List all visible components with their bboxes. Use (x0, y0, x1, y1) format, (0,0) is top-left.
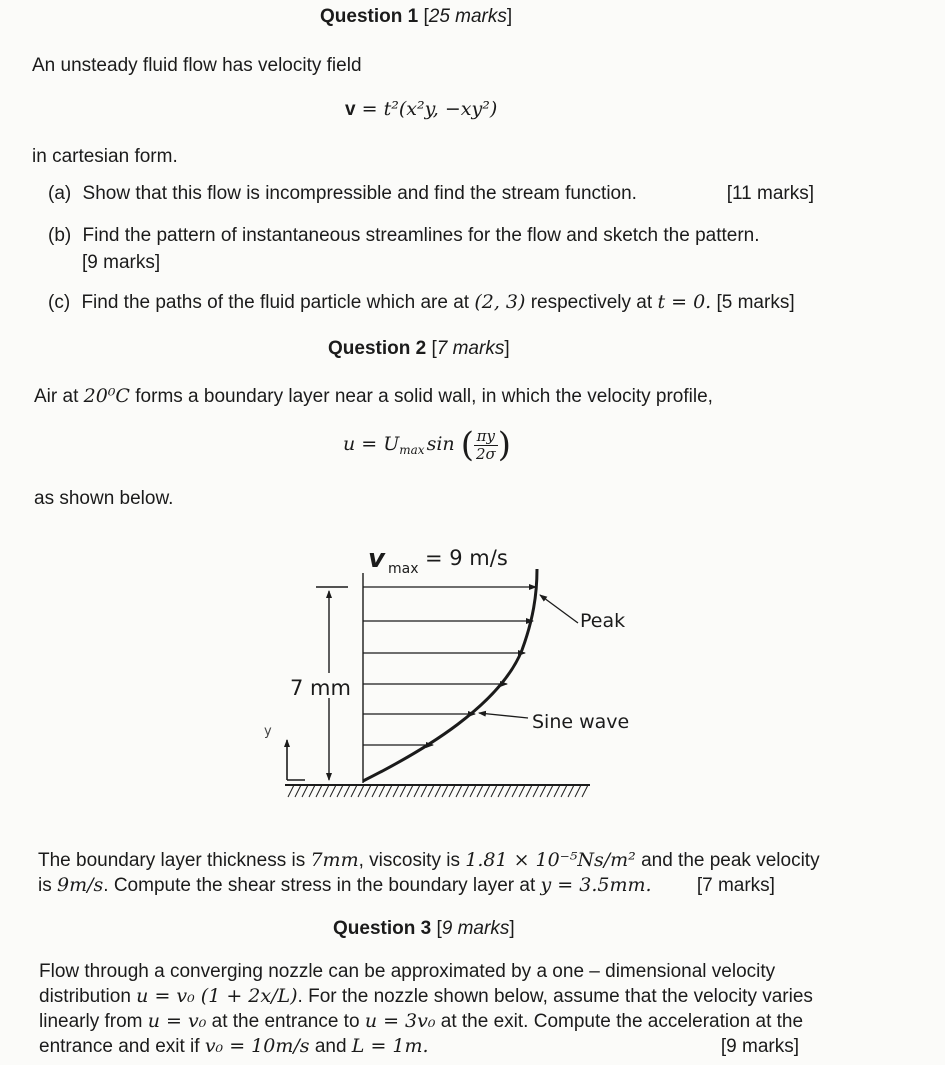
q2-peak-velocity: 9m/s (57, 874, 104, 896)
q3-line4-eq2: L = 1m. (351, 1035, 429, 1057)
vmax-subscript: max (388, 561, 419, 577)
q3-line3-a: linearly from (39, 1011, 143, 1032)
q2-equation: $u = U_{max}$ sin ( $\frac{\pi y}{2\sigma}$ ) (343, 425, 512, 465)
q1-part-b (48, 225, 760, 247)
q2-body-p1: The boundary layer thickness is (38, 850, 306, 871)
q2-shown-below: as shown below. (34, 488, 174, 509)
q1-part-a-text: Show that this flow is incompressible and find the stream function. (82, 183, 637, 204)
q1-part-c-marks: [5 marks] (716, 292, 795, 313)
q3-line3-eq1: u = v₀ (147, 1010, 207, 1032)
boundary-layer-diagram (250, 535, 650, 810)
vmax-symbol: v (368, 544, 385, 574)
q1-part-c-mid: respectively at (530, 292, 653, 313)
q1-part-a (48, 183, 814, 205)
q3-line4-a: entrance and exit if (39, 1036, 200, 1057)
q3-body (39, 959, 839, 1059)
q2-eq-sub: max (399, 443, 425, 457)
q2-title: Question 2 (328, 338, 427, 359)
vmax-value: = 9 m/s (425, 546, 508, 570)
q2-body-marks: [7 marks] (696, 875, 775, 896)
sine-pointer (479, 713, 528, 718)
q2-heading: Question 2 [7 marks] (328, 338, 510, 359)
q3-line4-eq1: v₀ = 10m/s (204, 1035, 310, 1057)
thickness-label: 7 mm (290, 676, 351, 700)
q1-part-c-label: (c) (48, 292, 71, 313)
q1-eq-rhs: t²(x²y, −xy²) (383, 98, 498, 120)
q3-line4-marks: [9 marks] (720, 1036, 799, 1057)
q2-y-value: y = 3.5mm. (540, 874, 652, 896)
q2-temperature: 20⁰C (83, 385, 130, 407)
q1-part-b-marks: [9 marks] (82, 252, 161, 273)
q2-body (38, 848, 828, 898)
q2-thickness: 7mm (310, 849, 359, 871)
q2-eq-lhs: u = U (343, 433, 400, 455)
q3-line1: Flow through a converging nozzle can be approximated by a one – dimensional velocity (39, 961, 776, 982)
q1-part-c (48, 291, 795, 314)
q3-marks: 9 marks (441, 918, 510, 939)
q3-line2-a: distribution (39, 986, 131, 1007)
q1-part-c-point: (2, 3) (474, 291, 526, 313)
q1-marks: 25 marks (428, 6, 507, 27)
q3-line2-b: . For the nozzle shown below, assume that the velocity varies (297, 986, 813, 1007)
q3-line3-eq2: u = 3v₀ (364, 1010, 436, 1032)
q2-eq-fraction (474, 428, 498, 463)
wall-hatching (288, 785, 588, 797)
q2-body-p5: . Compute the shear stress in the boundary layer at (103, 875, 536, 896)
q2-eq-func: sin (426, 433, 455, 455)
sine-profile-curve (363, 569, 537, 781)
q3-title: Question 3 (333, 918, 432, 939)
q2-body-p4: is (38, 875, 52, 896)
q2-viscosity: 1.81 × 10⁻⁵Ns/m² (465, 849, 636, 871)
q2-intro (34, 385, 713, 408)
q1-part-b-label: (b) (48, 225, 72, 246)
q1-intro: An unsteady fluid flow has velocity field (32, 55, 362, 76)
q1-part-a-label: (a) (48, 183, 72, 204)
q1-part-c-text: Find the paths of the fluid particle which are at (81, 292, 470, 313)
q2-intro-after: forms a boundary layer near a solid wall, in which the velocity profile, (135, 386, 713, 407)
y-axis-label: y (264, 724, 272, 739)
q3-line3-c: at the exit. Compute the acceleration at the (440, 1011, 804, 1032)
q1-equation: v = t²(x²y, −xy²) (345, 98, 498, 120)
sine-wave-label: Sine wave (532, 711, 630, 733)
q1-form-note: in cartesian form. (32, 146, 178, 167)
q2-intro-before: Air at (34, 386, 79, 407)
peak-pointer (540, 595, 578, 623)
q3-line2-eq: u = v₀ (1 + 2x/L) (136, 985, 298, 1007)
q1-part-c-time: t = 0. (657, 291, 712, 313)
q2-body-p2: , viscosity is (358, 850, 460, 871)
q2-body-p3: and the peak velocity (641, 850, 820, 871)
q2-eq-frac-num: πy (474, 428, 498, 446)
peak-label: Peak (580, 610, 626, 632)
q1-heading: Question 1 [25 marks] (320, 6, 513, 27)
q1-part-b-text: Find the pattern of instantaneous streamlines for the flow and sketch the pattern. (82, 225, 760, 246)
q1-eq-lhs: v (345, 99, 356, 120)
q2-eq-frac-den: 2σ (475, 444, 496, 463)
q3-line4-b: and (314, 1036, 347, 1057)
q3-line3-b: at the entrance to (211, 1011, 360, 1032)
q1-part-a-marks: [11 marks] (726, 183, 814, 204)
q2-marks: 7 marks (436, 338, 505, 359)
q1-title: Question 1 (320, 6, 419, 27)
q3-heading: Question 3 [9 marks] (333, 918, 515, 939)
